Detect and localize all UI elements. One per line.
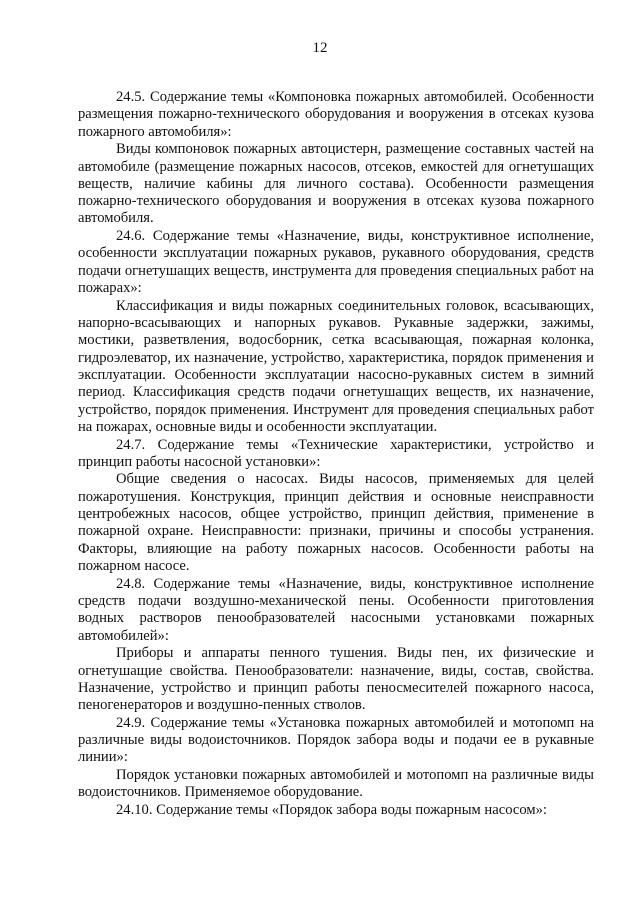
paragraph-24-5-heading: 24.5. Содержание темы «Компоновка пожарных автомобилей. Особенности размещения пожарно-технического оборудования и вооружения в отсеках кузова пожарного автомобиля»: <box>78 89 594 140</box>
document-body <box>78 89 594 819</box>
paragraph-24-8-body: Приборы и аппараты пенного тушения. Виды пен, их физические и огнетушащие свойства. Пенообразователи: назначение, виды, состав, свойства. Назначение, устройство и принцип работы пеносмесителей пожарного насоса, пеногенераторов и воздушно-пенных стволов. <box>78 645 594 714</box>
paragraph-24-8-heading: 24.8. Содержание темы «Назначение, виды, конструктивное исполнение средств подачи воздушно-механической пены. Особенности приготовления водных растворов пенообразователей насосными установками пожарных автомобилей»: <box>78 575 594 644</box>
page-number: 12 <box>312 40 328 56</box>
paragraph-24-7-heading: 24.7. Содержание темы «Технические характеристики, устройство и принцип работы насосной установки»: <box>78 436 594 470</box>
paragraph-24-5-body: Виды компоновок пожарных автоцистерн, размещение составных частей на автомобиле (размещение пожарных насосов, отсеков, емкостей для огнетушащих веществ, наличие кабины для личного состава). Особенности размещения пожарно-технического оборудования и вооружения в отсеках кузова пожарного автомобиля. <box>78 141 594 227</box>
paragraph-24-6-heading: 24.6. Содержание темы «Назначение, виды, конструктивное исполнение, особенности эксплуатации пожарных рукавов, рукавного оборудования, средств подачи огнетушащих веществ, инструмента для проведения специальных работ на пожарах»: <box>78 228 594 297</box>
paragraph-24-10-heading: 24.10. Содержание темы «Порядок забора воды пожарным насосом»: <box>116 802 547 819</box>
paragraph-24-9-heading: 24.9. Содержание темы «Установка пожарных автомобилей и мотопомп на различные виды водоисточников. Порядок забора воды и подачи ее в рукавные линии»: <box>78 714 594 766</box>
paragraph-24-6-body: Классификация и виды пожарных соединительных головок, всасывающих, напорно-всасывающих и напорных рукавов. Рукавные задержки, зажимы, мостики, разветвления, водосборник, сетка всасывающая, пожарная колонка, гидроэлеватор, их назначение, устройство, характеристика, порядок применения и эксплуатации. Особенности эксплуатации насосно-рукавных систем в зимний период. Классификация средств подачи огнетушащих веществ, их назначение, устройство, порядок применения. Инструмент для проведения специальных работ на пожарах, основные виды и особенности эксплуатации. <box>78 297 594 435</box>
paragraph-24-7-body: Общие сведения о насосах. Виды насосов, применяемых для целей пожаротушения. Конструкция, принцип действия и основные неисправности центробежных насосов, общее устройство, принцип действия, применение в пожарной охране. Неисправности: признаки, причины и способы устранения. Факторы, влияющие на работу пожарных насосов. Особенности работы на пожарном насосе. <box>78 471 594 574</box>
paragraph-24-9-body: Порядок установки пожарных автомобилей и мотопомп на различные виды водоисточников. Применяемое оборудование. <box>78 767 594 801</box>
